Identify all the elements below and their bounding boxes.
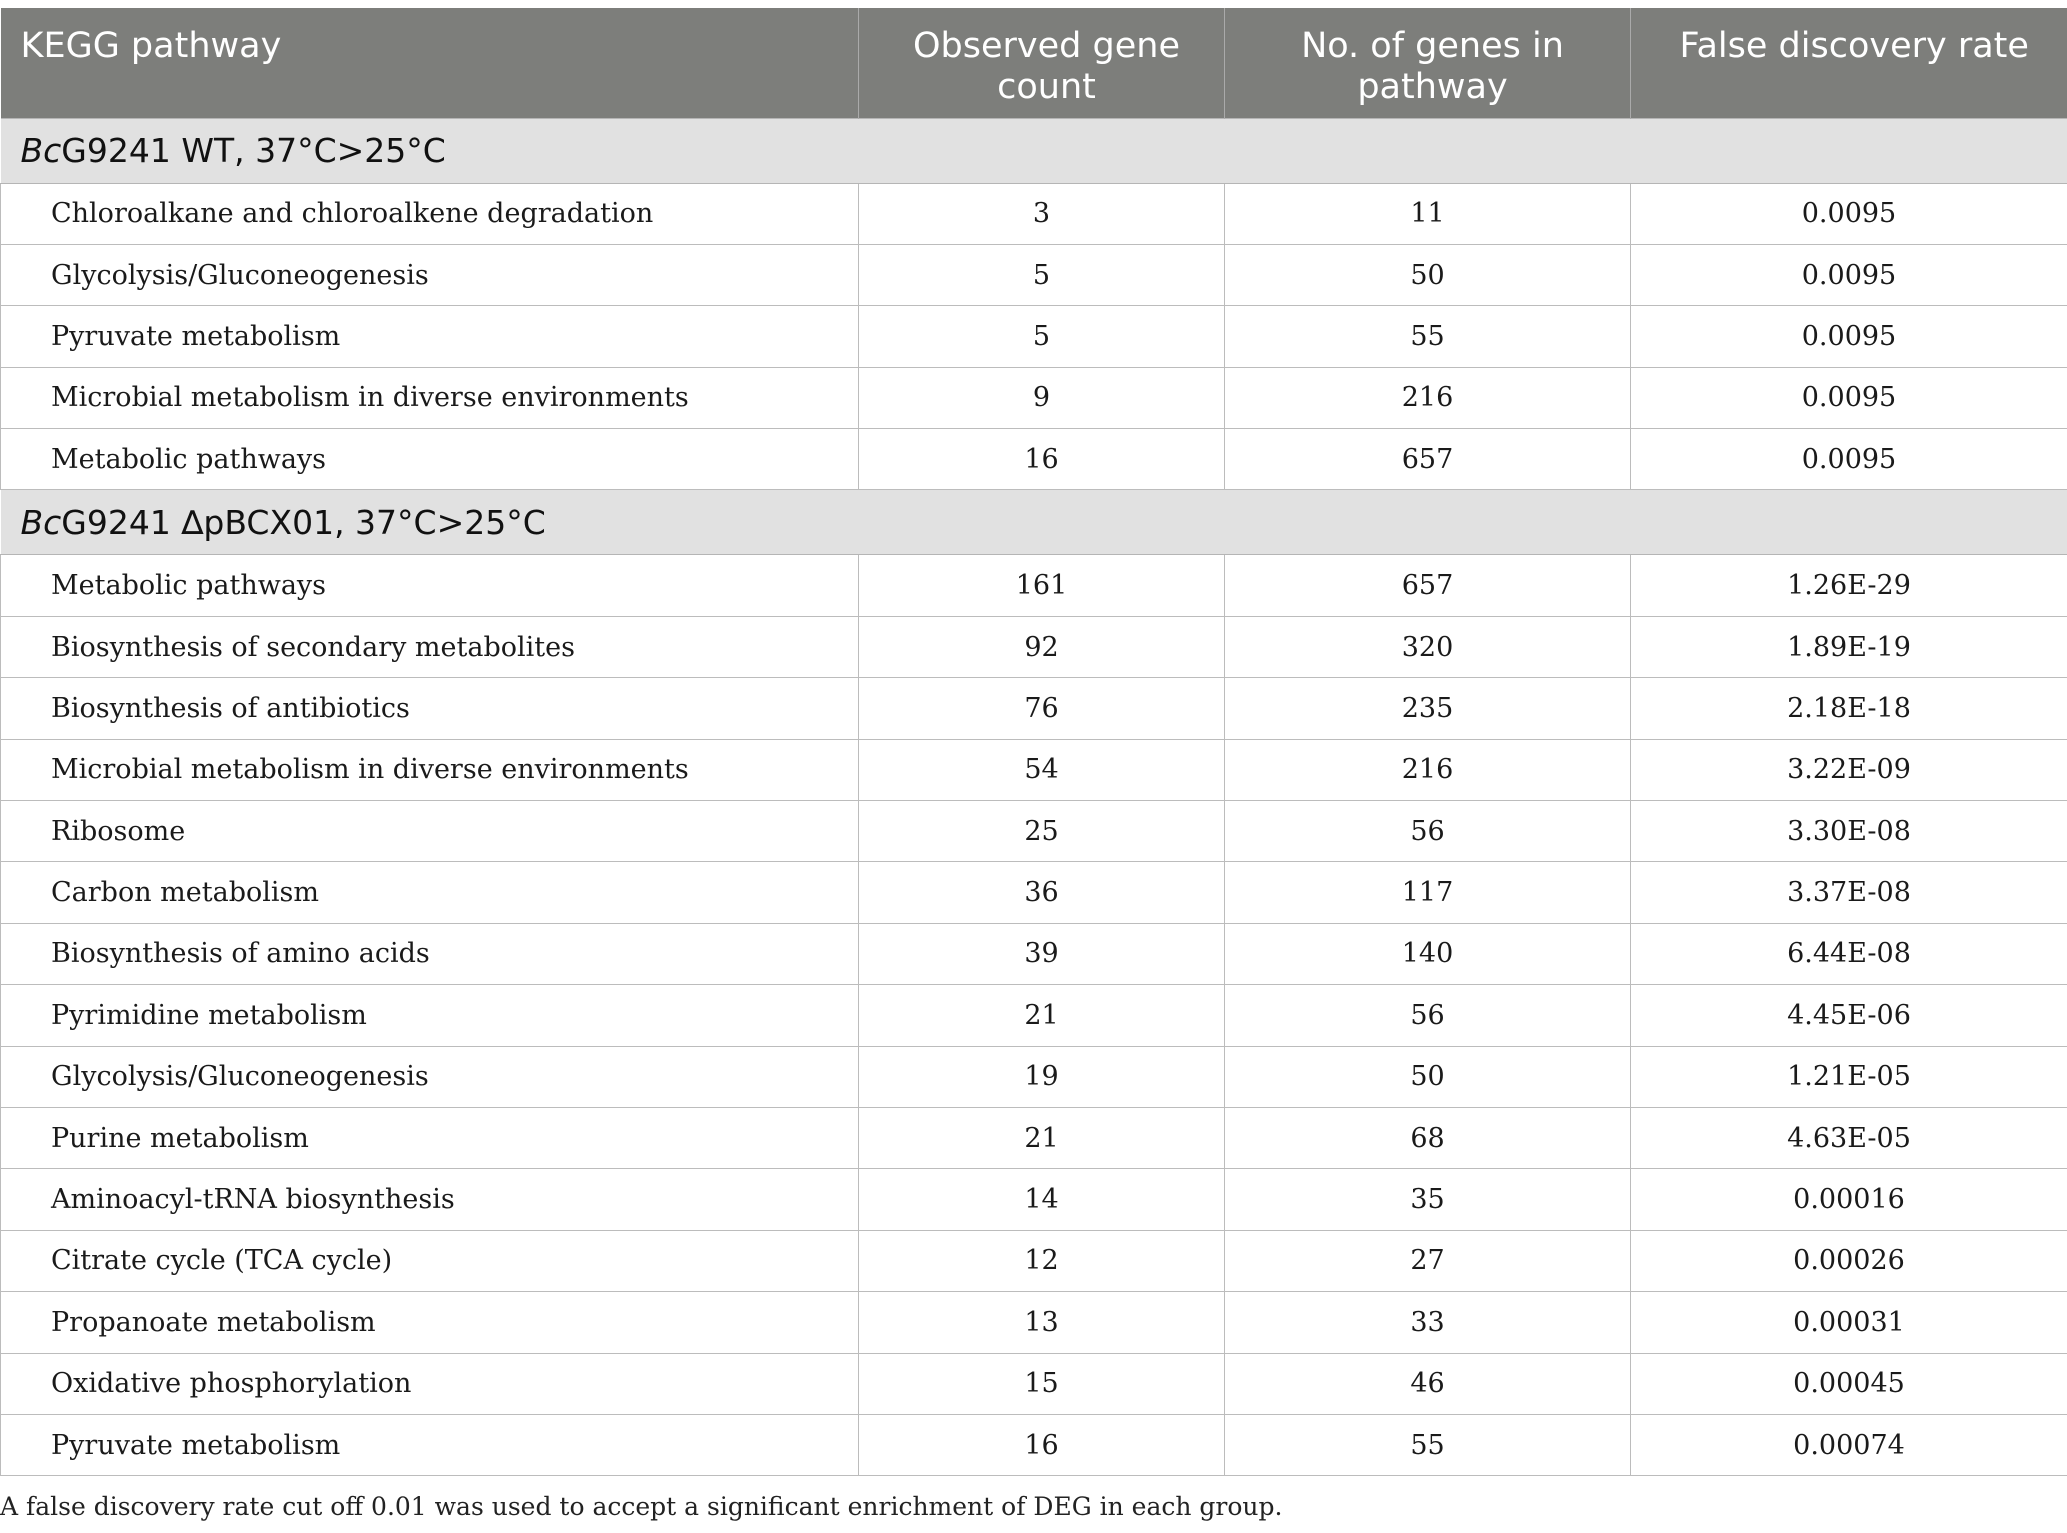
cell-fdr: 1.21E-05 bbox=[1631, 1046, 2067, 1107]
cell-genes-in-pathway: 50 bbox=[1225, 244, 1631, 305]
cell-observed-count: 36 bbox=[859, 862, 1225, 923]
table-row bbox=[1, 739, 2067, 800]
cell-fdr: 0.00045 bbox=[1631, 1353, 2067, 1414]
cell-fdr: 0.0095 bbox=[1631, 429, 2067, 490]
cell-fdr: 3.30E-08 bbox=[1631, 801, 2067, 862]
cell-pathway: Chloroalkane and chloroalkene degradation bbox=[1, 183, 859, 244]
cell-fdr: 6.44E-08 bbox=[1631, 923, 2067, 984]
cell-genes-in-pathway: 56 bbox=[1225, 985, 1631, 1046]
table-row bbox=[1, 555, 2067, 616]
cell-pathway: Microbial metabolism in diverse environments bbox=[1, 739, 859, 800]
table-row bbox=[1, 367, 2067, 428]
cell-pathway: Pyruvate metabolism bbox=[1, 306, 859, 367]
cell-genes-in-pathway: 216 bbox=[1225, 367, 1631, 428]
cell-pathway: Ribosome bbox=[1, 801, 859, 862]
cell-fdr: 3.37E-08 bbox=[1631, 862, 2067, 923]
cell-genes-in-pathway: 140 bbox=[1225, 923, 1631, 984]
group-label bbox=[1, 118, 2067, 183]
cell-genes-in-pathway: 55 bbox=[1225, 306, 1631, 367]
cell-observed-count: 54 bbox=[859, 739, 1225, 800]
table-row bbox=[1, 923, 2067, 984]
cell-pathway: Pyrimidine metabolism bbox=[1, 985, 859, 1046]
cell-observed-count: 16 bbox=[859, 429, 1225, 490]
cell-pathway: Oxidative phosphorylation bbox=[1, 1353, 859, 1414]
cell-genes-in-pathway: 68 bbox=[1225, 1107, 1631, 1168]
cell-observed-count: 12 bbox=[859, 1230, 1225, 1291]
cell-genes-in-pathway: 320 bbox=[1225, 616, 1631, 677]
cell-fdr: 0.0095 bbox=[1631, 244, 2067, 305]
cell-fdr: 0.0095 bbox=[1631, 183, 2067, 244]
cell-observed-count: 92 bbox=[859, 616, 1225, 677]
cell-genes-in-pathway: 56 bbox=[1225, 801, 1631, 862]
cell-observed-count: 15 bbox=[859, 1353, 1225, 1414]
cell-observed-count: 39 bbox=[859, 923, 1225, 984]
cell-fdr: 3.22E-09 bbox=[1631, 739, 2067, 800]
table-row bbox=[1, 1169, 2067, 1230]
group-header-row bbox=[1, 490, 2067, 555]
cell-fdr: 1.89E-19 bbox=[1631, 616, 2067, 677]
header-genes-line1: No. of genes in bbox=[1301, 26, 1564, 66]
cell-fdr: 0.0095 bbox=[1631, 306, 2067, 367]
table-row bbox=[1, 1046, 2067, 1107]
cell-fdr: 0.00016 bbox=[1631, 1169, 2067, 1230]
cell-observed-count: 21 bbox=[859, 985, 1225, 1046]
cell-pathway: Carbon metabolism bbox=[1, 862, 859, 923]
cell-observed-count: 14 bbox=[859, 1169, 1225, 1230]
table-row bbox=[1, 1292, 2067, 1353]
table-row bbox=[1, 1414, 2067, 1475]
cell-observed-count: 5 bbox=[859, 244, 1225, 305]
table-row bbox=[1, 183, 2067, 244]
table-row bbox=[1, 1353, 2067, 1414]
cell-fdr: 0.00026 bbox=[1631, 1230, 2067, 1291]
header-row bbox=[1, 8, 2067, 118]
table-row bbox=[1, 1107, 2067, 1168]
table-body bbox=[1, 118, 2067, 1476]
group-label-species: Bc bbox=[20, 502, 62, 542]
header-observed-line1: Observed gene bbox=[913, 26, 1180, 66]
header-kegg-pathway: KEGG pathway bbox=[1, 8, 859, 118]
cell-observed-count: 76 bbox=[859, 678, 1225, 739]
table-row bbox=[1, 1230, 2067, 1291]
cell-pathway: Purine metabolism bbox=[1, 1107, 859, 1168]
cell-fdr: 2.18E-18 bbox=[1631, 678, 2067, 739]
kegg-pathway-table bbox=[0, 8, 2067, 1476]
table-row bbox=[1, 616, 2067, 677]
cell-observed-count: 19 bbox=[859, 1046, 1225, 1107]
header-observed-line2: count bbox=[997, 67, 1096, 107]
table-row bbox=[1, 306, 2067, 367]
cell-genes-in-pathway: 46 bbox=[1225, 1353, 1631, 1414]
cell-genes-in-pathway: 35 bbox=[1225, 1169, 1631, 1230]
cell-genes-in-pathway: 11 bbox=[1225, 183, 1631, 244]
table-row bbox=[1, 244, 2067, 305]
cell-pathway: Aminoacyl-tRNA biosynthesis bbox=[1, 1169, 859, 1230]
cell-genes-in-pathway: 117 bbox=[1225, 862, 1631, 923]
cell-genes-in-pathway: 235 bbox=[1225, 678, 1631, 739]
cell-genes-in-pathway: 657 bbox=[1225, 555, 1631, 616]
cell-pathway: Metabolic pathways bbox=[1, 429, 859, 490]
cell-observed-count: 161 bbox=[859, 555, 1225, 616]
header-genes-line2: pathway bbox=[1357, 67, 1508, 107]
header-genes-in-pathway bbox=[1225, 8, 1631, 118]
cell-observed-count: 5 bbox=[859, 306, 1225, 367]
table-row bbox=[1, 678, 2067, 739]
cell-genes-in-pathway: 657 bbox=[1225, 429, 1631, 490]
cell-fdr: 1.26E-29 bbox=[1631, 555, 2067, 616]
cell-fdr: 4.63E-05 bbox=[1631, 1107, 2067, 1168]
cell-fdr: 0.0095 bbox=[1631, 367, 2067, 428]
cell-observed-count: 13 bbox=[859, 1292, 1225, 1353]
table-row bbox=[1, 985, 2067, 1046]
cell-observed-count: 21 bbox=[859, 1107, 1225, 1168]
header-observed-gene-count bbox=[859, 8, 1225, 118]
cell-pathway: Metabolic pathways bbox=[1, 555, 859, 616]
cell-genes-in-pathway: 50 bbox=[1225, 1046, 1631, 1107]
cell-observed-count: 3 bbox=[859, 183, 1225, 244]
cell-pathway: Biosynthesis of amino acids bbox=[1, 923, 859, 984]
group-label bbox=[1, 490, 2067, 555]
cell-genes-in-pathway: 27 bbox=[1225, 1230, 1631, 1291]
cell-pathway: Citrate cycle (TCA cycle) bbox=[1, 1230, 859, 1291]
cell-genes-in-pathway: 33 bbox=[1225, 1292, 1631, 1353]
cell-pathway: Microbial metabolism in diverse environments bbox=[1, 367, 859, 428]
group-header-row bbox=[1, 118, 2067, 183]
cell-pathway: Pyruvate metabolism bbox=[1, 1414, 859, 1475]
cell-fdr: 0.00074 bbox=[1631, 1414, 2067, 1475]
cell-observed-count: 16 bbox=[859, 1414, 1225, 1475]
kegg-table-container bbox=[0, 8, 2067, 1476]
table-row bbox=[1, 801, 2067, 862]
header-false-discovery-rate: False discovery rate bbox=[1631, 8, 2067, 118]
cell-fdr: 4.45E-06 bbox=[1631, 985, 2067, 1046]
table-footnote: A false discovery rate cut off 0.01 was used to accept a significant enrichment of DEG in each group. bbox=[0, 1492, 1283, 1521]
cell-pathway: Glycolysis/Gluconeogenesis bbox=[1, 1046, 859, 1107]
table-header bbox=[1, 8, 2067, 118]
cell-pathway: Biosynthesis of antibiotics bbox=[1, 678, 859, 739]
table-row bbox=[1, 429, 2067, 490]
cell-pathway: Propanoate metabolism bbox=[1, 1292, 859, 1353]
cell-pathway: Glycolysis/Gluconeogenesis bbox=[1, 244, 859, 305]
cell-genes-in-pathway: 55 bbox=[1225, 1414, 1631, 1475]
cell-pathway: Biosynthesis of secondary metabolites bbox=[1, 616, 859, 677]
cell-genes-in-pathway: 216 bbox=[1225, 739, 1631, 800]
group-label-condition: G9241 WT, 37°C>25°C bbox=[61, 131, 446, 170]
cell-observed-count: 9 bbox=[859, 367, 1225, 428]
cell-observed-count: 25 bbox=[859, 801, 1225, 862]
group-label-condition: G9241 ∆pBCX01, 37°C>25°C bbox=[61, 502, 546, 542]
cell-fdr: 0.00031 bbox=[1631, 1292, 2067, 1353]
group-label-species: Bc bbox=[20, 131, 62, 170]
table-row bbox=[1, 862, 2067, 923]
